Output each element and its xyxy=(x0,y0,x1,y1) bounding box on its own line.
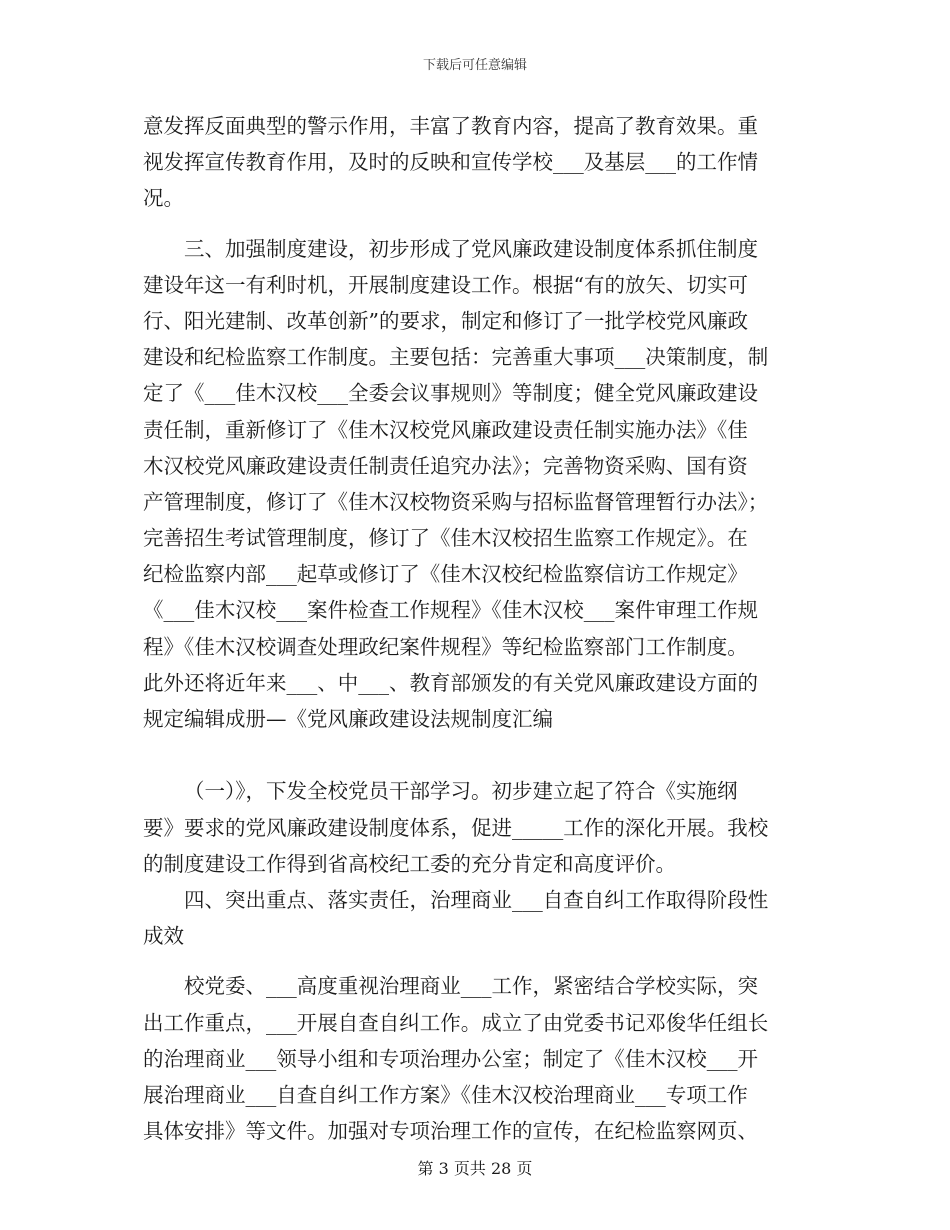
text-line: 完善招生考试管理制度，修订了《佳木汉校招生监察工作规定》。在 xyxy=(143,526,748,551)
text-line: 程》《佳木汉校调查处理政纪案件规程》等纪检监察部门工作制度。 xyxy=(143,634,748,659)
text-line: 要》要求的党风廉政建设制度体系，促进_____工作的深化开展。我校 xyxy=(143,815,769,840)
text-line: 定了《___佳木汉校___全委会议事规则》等制度；健全党风廉政建设 xyxy=(143,381,758,406)
paragraph xyxy=(143,231,805,774)
text-line: 况。 xyxy=(143,186,184,211)
text-line: 行、阳光建制、改革创新”的要求，制定和修订了一批学校党风廉政 xyxy=(143,308,748,333)
page-header: 下载后可任意编辑 xyxy=(422,58,527,73)
page-footer: 第 3 页共 28 页 xyxy=(417,1159,533,1178)
text-line: 的制度建设工作得到省高校纪工委的充分肯定和高度评价。 xyxy=(143,851,676,876)
text-line: 产管理制度，修订了《佳木汉校物资采购与招标监督管理暂行办法》； xyxy=(143,489,769,514)
text-line: （一）》，下发全校党员干部学习。初步建立起了符合《实施纲 xyxy=(184,779,738,804)
text-line: 出工作重点，___开展自查自纠工作。成立了由党委书记邓俊华任组长 xyxy=(143,1010,769,1035)
text-line: 纪检监察内部___起草或修订了《佳木汉校纪检监察信访工作规定》 xyxy=(143,562,748,587)
text-line: 此外还将近年来___、中___、教育部颁发的有关党风廉政建设方面的 xyxy=(143,670,758,695)
paragraph xyxy=(143,882,805,954)
text-line: 成效 xyxy=(143,924,184,949)
text-line: 具体安排》等文件。加强对专项治理工作的宣传，在纪检监察网页、 xyxy=(143,1119,758,1144)
text-line: 建设年这一有利时机，开展制度建设工作。根据“有的放矢、切实可 xyxy=(143,272,748,297)
text-line: 规定编辑成册—《党风廉政建设法规制度汇编 xyxy=(143,707,553,731)
text-line: 责任制，重新修订了《佳木汉校党风廉政建设责任制实施办法》《佳 xyxy=(143,417,748,442)
paragraph xyxy=(143,773,805,882)
text-line: 四、突出重点、落实责任，治理商业___自查自纠工作取得阶段性 xyxy=(184,887,769,912)
text-line: 视发挥宣传教育作用，及时的反映和宣传学校___及基层___的工作情 xyxy=(143,150,758,175)
text-line: 建设和纪检监察工作制度。主要包括：完善重大事项___决策制度，制 xyxy=(143,345,769,370)
paragraph xyxy=(143,968,805,1149)
text-line: 的治理商业___领导小组和专项治理办公室；制定了《佳木汉校___开 xyxy=(143,1046,758,1071)
text-line: 《___佳木汉校___案件检查工作规程》《佳木汉校___案件审理工作规 xyxy=(143,598,758,623)
text-line: 校党委、___高度重视治理商业___工作，紧密结合学校实际，突 xyxy=(184,974,758,999)
text-line: 三、加强制度建设，初步形成了党风廉政建设制度体系抓住制度 xyxy=(184,236,758,261)
text-line xyxy=(143,737,805,773)
text-line: 展治理商业___自查自纠工作方案》《佳木汉校治理商业___专项工作 xyxy=(143,1082,748,1107)
document-body xyxy=(143,108,805,1149)
paragraph xyxy=(143,108,805,217)
text-line: 意发挥反面典型的警示作用，丰富了教育内容，提高了教育效果。重 xyxy=(143,114,758,138)
text-line: 木汉校党风廉政建设责任制责任追究办法》；完善物资采购、国有资 xyxy=(143,453,748,478)
